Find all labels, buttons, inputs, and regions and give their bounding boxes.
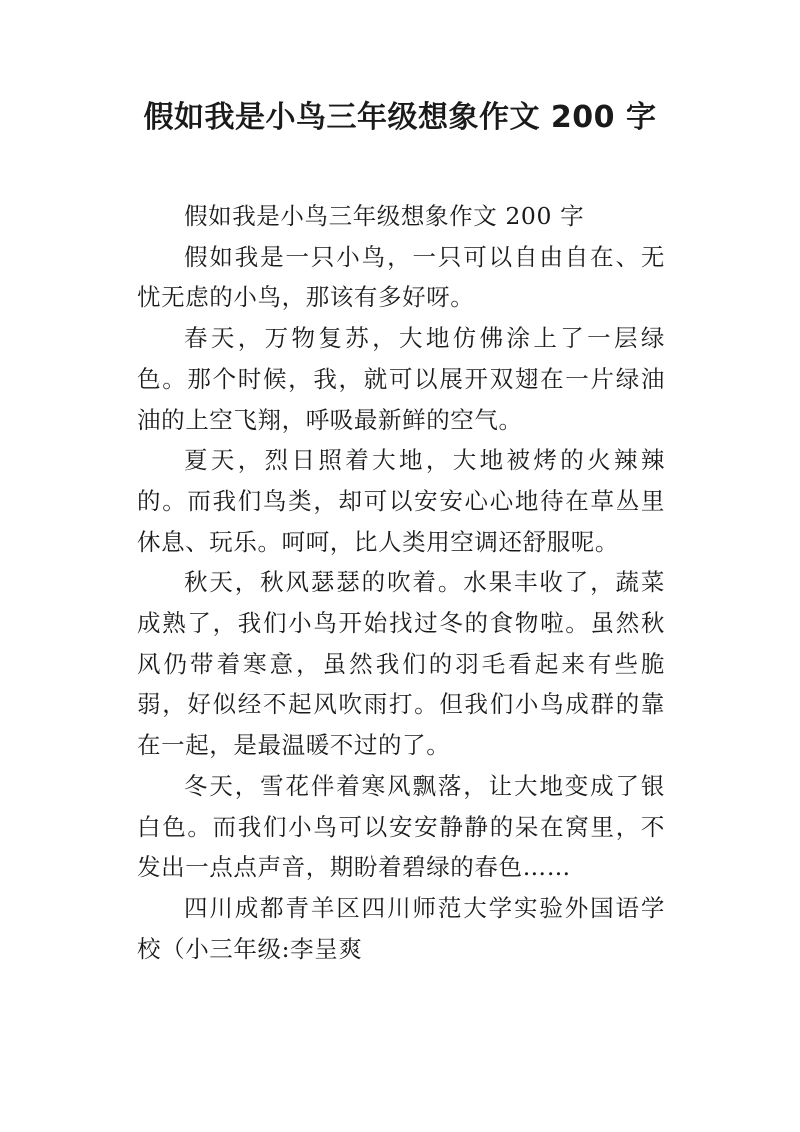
subtitle-paragraph: 假如我是小鸟三年级想象作文 200 字 — [184, 202, 585, 230]
spring-paragraph: 春天，万物复苏，大地仿佛涂上了一层绿色。那个时候，我，就可以展开双翅在一片绿油油的上空飞翔，呼吸最新鲜的空气。 — [137, 324, 665, 434]
author-paragraph: 四川成都青羊区四川师范大学实验外国语学校（小三年级:李呈爽 — [137, 893, 665, 963]
intro-paragraph: 假如我是一只小鸟，一只可以自由自在、无忧无虑的小鸟，那该有多好呀。 — [137, 242, 665, 312]
summer-paragraph: 夏天，烈日照着大地，大地被烤的火辣辣的。而我们鸟类，却可以安安心心地待在草丛里休息、玩乐。呵呵，比人类用空调还舒服呢。 — [137, 446, 665, 556]
document-title: 假如我是小鸟三年级想象作文 200 字 — [143, 100, 657, 135]
document-body — [137, 196, 665, 969]
autumn-paragraph: 秋天，秋风瑟瑟的吹着。水果丰收了，蔬菜成熟了，我们小鸟开始找过冬的食物啦。虽然秋风仍带着寒意，虽然我们的羽毛看起来有些脆弱，好似经不起风吹雨打。但我们小鸟成群的靠在一起，是最温暖不过的了。 — [137, 568, 665, 760]
winter-paragraph: 冬天，雪花伴着寒风飘落，让大地变成了银白色。而我们小鸟可以安安静静的呆在窝里，不发出一点点声音，期盼着碧绿的春色…… — [137, 771, 665, 882]
